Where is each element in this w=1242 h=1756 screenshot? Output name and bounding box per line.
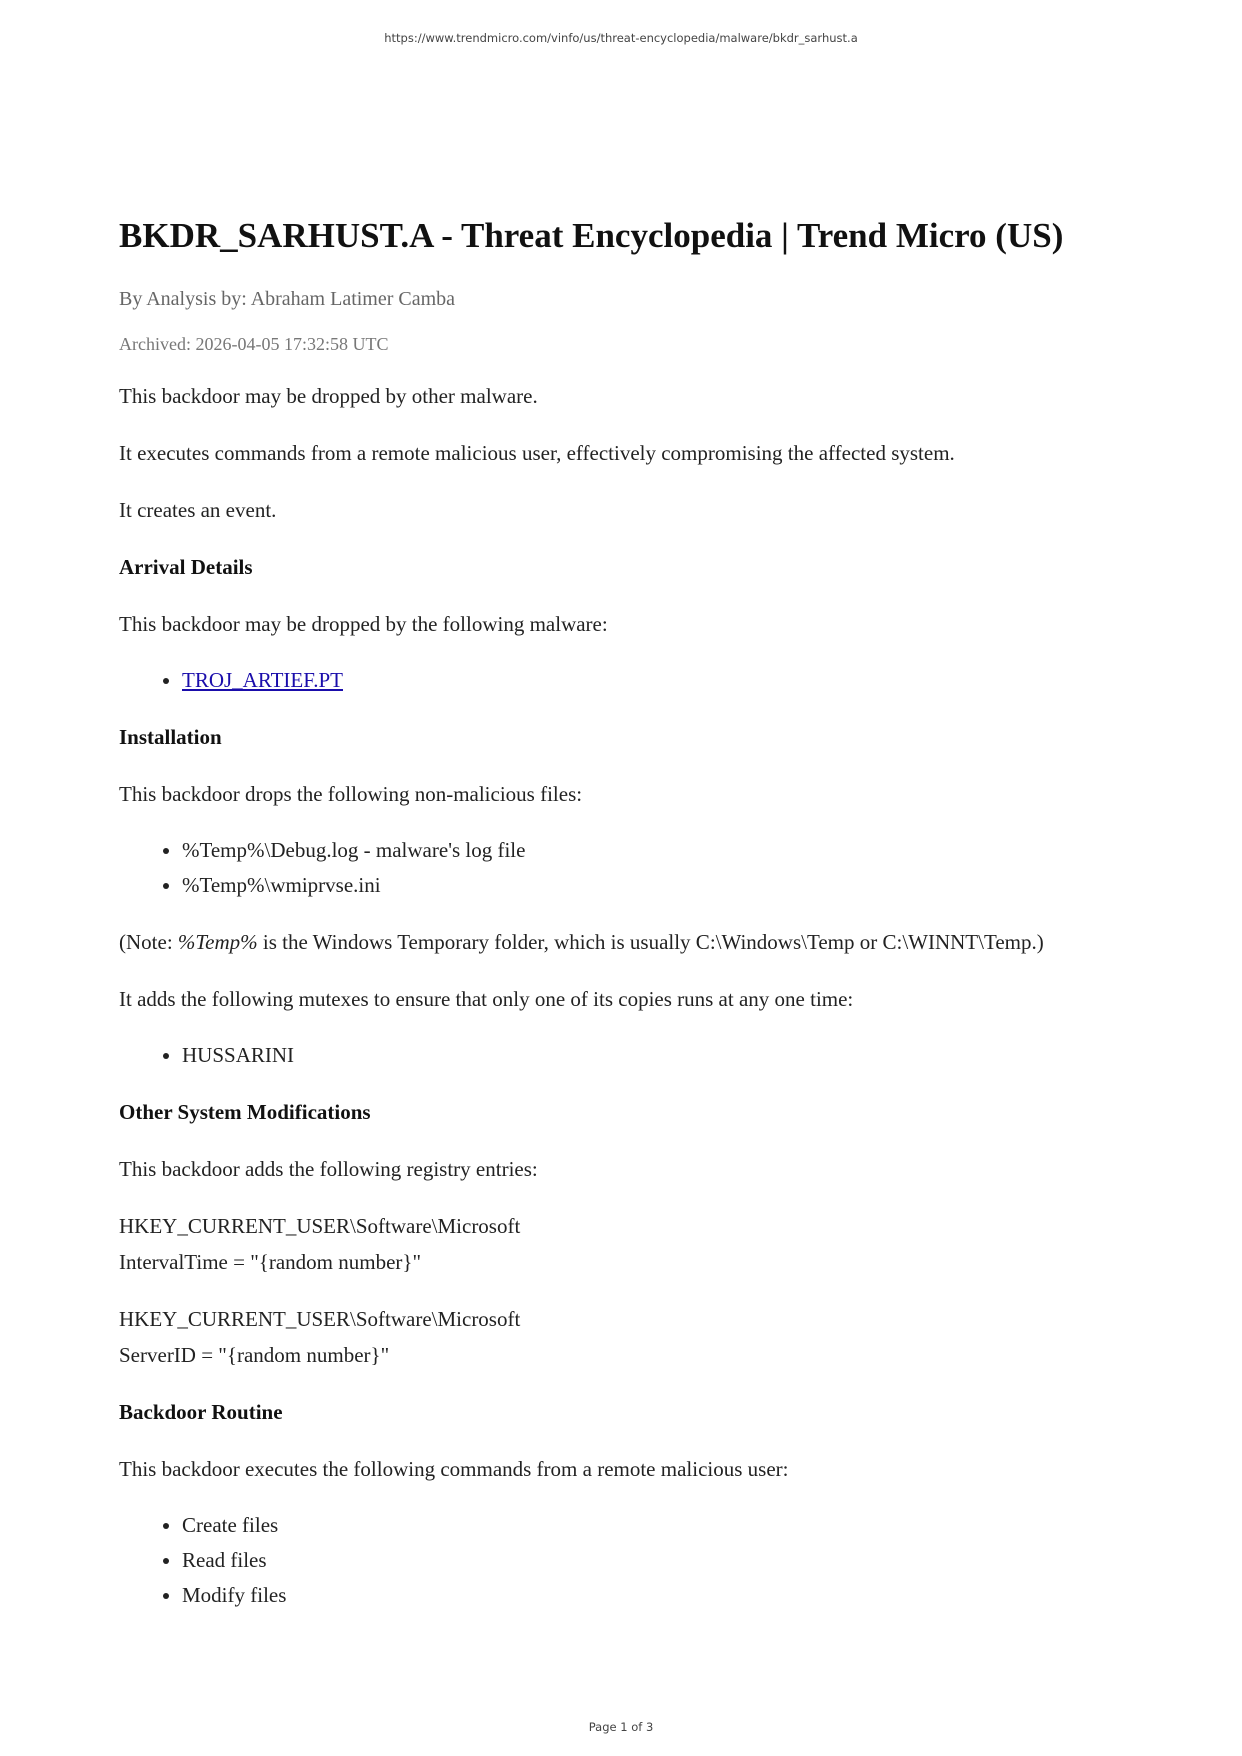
- malware-link[interactable]: TROJ_ARTIEF.PT: [182, 668, 343, 692]
- mutex-text: It adds the following mutexes to ensure that only one of its copies runs at any one time:: [119, 987, 854, 1011]
- mutex-list: [119, 1038, 1139, 1073]
- registry-value: IntervalTime = "{random number}": [119, 1250, 422, 1274]
- backdoor-text: This backdoor executes the following commands from a remote malicious user:: [119, 1457, 789, 1481]
- note-emphasis: %Temp%: [177, 930, 258, 954]
- section-heading-installation: Installation: [119, 725, 222, 749]
- note-suffix: is the Windows Temporary folder, which is usually C:\Windows\Temp or C:\WINNT\Temp.): [257, 930, 1044, 954]
- list-item: • Modify files: [182, 1578, 1139, 1613]
- archived-date: Archived: 2026-04-05 17:32:58 UTC: [119, 334, 389, 354]
- modifications-text: This backdoor adds the following registry entries:: [119, 1157, 538, 1181]
- intro-paragraph: It creates an event.: [119, 498, 277, 522]
- list-item: • %Temp%\wmiprvse.ini: [182, 868, 1139, 903]
- commands-list: [119, 1508, 1139, 1613]
- section-heading-modifications: Other System Modifications: [119, 1100, 371, 1124]
- note-prefix: (Note:: [119, 930, 178, 954]
- registry-value: ServerID = "{random number}": [119, 1343, 390, 1367]
- byline: By Analysis by: Abraham Latimer Camba: [119, 288, 456, 310]
- temp-folder-note: [119, 924, 1139, 960]
- list-item: [182, 663, 1139, 698]
- arrival-text: This backdoor may be dropped by the following malware:: [119, 612, 608, 636]
- intro-paragraph: It executes commands from a remote malicious user, effectively compromising the affected system.: [119, 441, 955, 465]
- intro-paragraph: This backdoor may be dropped by other malware.: [119, 384, 538, 408]
- section-heading-arrival: Arrival Details: [119, 555, 253, 579]
- installation-text: This backdoor drops the following non-malicious files:: [119, 782, 583, 806]
- registry-entry: [119, 1301, 1139, 1373]
- registry-key: HKEY_CURRENT_USER\Software\Microsoft: [119, 1214, 521, 1238]
- article: [119, 212, 1139, 1613]
- page-title: BKDR_SARHUST.A - Threat Encyclopedia | Trend Micro (US): [119, 216, 1064, 255]
- registry-entry: [119, 1208, 1139, 1280]
- dropped-files-list: [119, 833, 1139, 903]
- section-heading-backdoor: Backdoor Routine: [119, 1400, 283, 1424]
- page-number: Page 1 of 3: [588, 1720, 654, 1734]
- page-url-header: https://www.trendmicro.com/vinfo/us/threat-encyclopedia/malware/bkdr_sarhust.a: [384, 31, 858, 45]
- list-item: • HUSSARINI: [182, 1038, 1139, 1073]
- arrival-list: [119, 663, 1139, 698]
- registry-key: HKEY_CURRENT_USER\Software\Microsoft: [119, 1307, 521, 1331]
- list-item: • %Temp%\Debug.log - malware's log file: [182, 833, 1139, 868]
- list-item: • Create files: [182, 1508, 1139, 1543]
- list-item: • Read files: [182, 1543, 1139, 1578]
